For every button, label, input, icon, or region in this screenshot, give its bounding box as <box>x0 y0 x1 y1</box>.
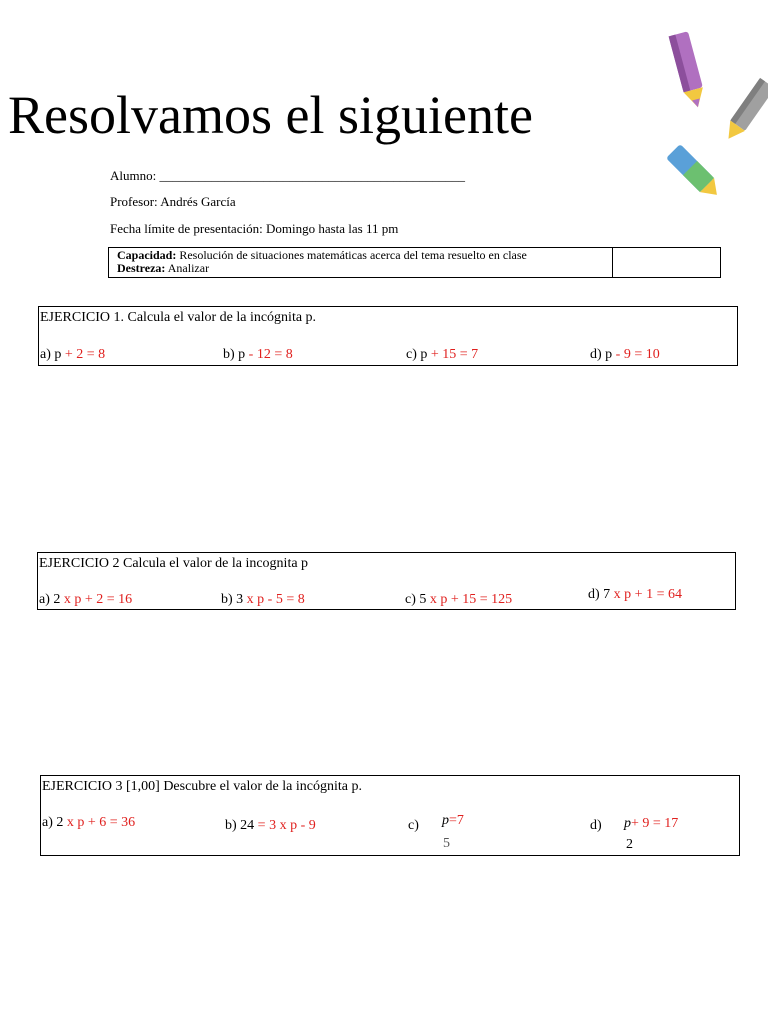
exercise-1-item-d: d) p - 9 = 10 <box>590 347 660 362</box>
exercise-1-title: EJERCICIO 1. Calcula el valor de la incógnita p. <box>40 310 317 325</box>
exercise-3-item-a: a) 2 x p + 6 = 36 <box>42 815 136 830</box>
exercise-2-item-a: a) 2 x p + 2 = 16 <box>39 592 133 607</box>
student-label: Alumno: <box>110 168 157 183</box>
exercise-1-item-b: b) p - 12 = 8 <box>223 347 293 362</box>
student-line[interactable] <box>110 168 465 184</box>
skill-text: Analizar <box>167 261 210 275</box>
exercise-2-item-b: b) 3 x p - 5 = 8 <box>221 592 305 607</box>
exercise-3-item-d-label: d) <box>590 818 602 833</box>
deadline-value: Domingo hasta las 11 pm <box>265 221 399 236</box>
exercise-2-title: EJERCICIO 2 Calcula el valor de la incognita p <box>39 556 309 571</box>
capacity-table <box>108 247 721 278</box>
exercise-3-title: EJERCICIO 3 [1,00] Descubre el valor de la incógnita p. <box>42 779 362 794</box>
exercise-3-item-c: p=7 <box>442 813 464 828</box>
deadline-line <box>110 221 398 237</box>
capacity-text: Resolución de situaciones matemáticas acerca del tema resuelto en clase <box>179 248 527 262</box>
teacher-line <box>110 194 236 210</box>
deadline-label: Fecha límite de presentación: <box>110 221 263 236</box>
exercise-3-item-b: b) 24 = 3 x p - 9 <box>225 818 316 833</box>
pencil-icon-purple <box>660 28 720 113</box>
pencil-icon-gray <box>724 76 768 148</box>
teacher-name: Andrés García <box>160 194 236 209</box>
exercise-3-item-d-denominator: 2 <box>626 837 633 852</box>
capacity-cell <box>109 248 613 277</box>
exercise-1-item-a: a) p + 2 = 8 <box>40 347 106 362</box>
teacher-label: Profesor: <box>110 194 158 209</box>
skill-label: Destreza: <box>117 261 166 275</box>
page-title: Resolvamos el siguiente <box>8 85 533 145</box>
exercise-3-item-c-label: c) <box>408 818 419 833</box>
exercise-2-item-c: c) 5 x p + 15 = 125 <box>405 592 513 607</box>
exercise-3-item-c-denominator: 5 <box>443 836 450 851</box>
capacity-label: Capacidad: <box>117 248 177 262</box>
student-name-field[interactable]: _______________________________________________ <box>159 168 465 183</box>
exercise-3-item-d: p+ 9 = 17 <box>624 816 679 831</box>
pencil-icon-blue <box>662 140 728 206</box>
exercise-2-item-d: d) 7 x p + 1 = 64 <box>588 587 682 602</box>
exercise-1-item-c: c) p + 15 = 7 <box>406 347 479 362</box>
